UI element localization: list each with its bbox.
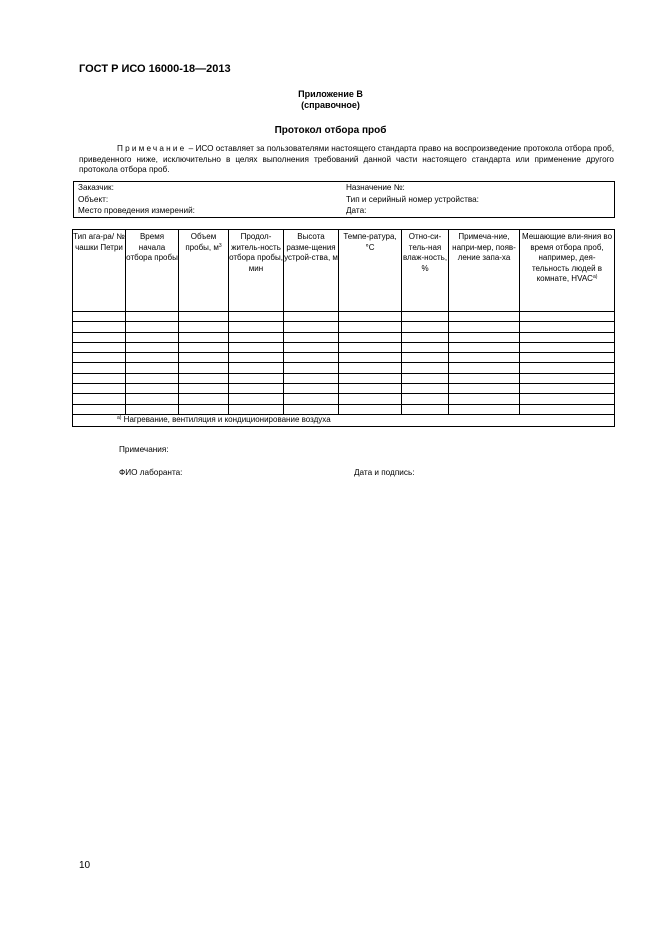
table-cell[interactable] — [520, 332, 615, 342]
table-cell[interactable] — [284, 353, 339, 363]
table-cell[interactable] — [179, 342, 229, 352]
col-height: Высота разме-щения устрой-ства, м — [284, 230, 339, 312]
table-cell[interactable] — [339, 322, 402, 332]
table-cell[interactable] — [229, 312, 284, 322]
table-row — [73, 404, 615, 414]
table-cell[interactable] — [339, 404, 402, 414]
table-cell[interactable] — [449, 384, 520, 394]
note-label: Примечание — [117, 144, 187, 153]
table-cell[interactable] — [449, 373, 520, 383]
table-cell[interactable] — [402, 394, 449, 404]
table-cell[interactable] — [73, 322, 126, 332]
table-cell[interactable] — [284, 404, 339, 414]
table-cell[interactable] — [449, 394, 520, 404]
table-cell[interactable] — [449, 363, 520, 373]
table-cell[interactable] — [284, 332, 339, 342]
table-cell[interactable] — [402, 384, 449, 394]
location-label: Место проведения измерений: — [78, 206, 195, 215]
table-row — [73, 373, 615, 383]
table-cell[interactable] — [339, 353, 402, 363]
table-cell[interactable] — [126, 394, 179, 404]
table-cell[interactable] — [126, 353, 179, 363]
table-cell[interactable] — [520, 312, 615, 322]
device-label: Тип и серийный номер устройства: — [346, 194, 479, 204]
table-cell[interactable] — [73, 384, 126, 394]
lab-name-label: ФИО лаборанта: — [119, 468, 183, 477]
table-cell[interactable] — [179, 384, 229, 394]
table-cell[interactable] — [73, 373, 126, 383]
table-cell[interactable] — [339, 342, 402, 352]
table-cell[interactable] — [339, 312, 402, 322]
table-cell[interactable] — [520, 342, 615, 352]
appendix-title: Приложение В — [298, 89, 363, 99]
table-cell[interactable] — [284, 363, 339, 373]
col-start-time: Время начала отбора пробы — [126, 230, 179, 312]
table-cell[interactable] — [339, 384, 402, 394]
table-cell[interactable] — [126, 363, 179, 373]
table-cell[interactable] — [179, 322, 229, 332]
table-cell[interactable] — [284, 312, 339, 322]
table-footnote-row — [73, 414, 615, 426]
col-volume: Объем пробы, $м^3$ — [179, 230, 229, 312]
table-cell[interactable] — [520, 363, 615, 373]
table-cell[interactable] — [402, 312, 449, 322]
table-cell[interactable] — [339, 332, 402, 342]
table-cell[interactable] — [520, 404, 615, 414]
table-cell[interactable] — [73, 404, 126, 414]
table-cell[interactable] — [229, 342, 284, 352]
table-cell[interactable] — [339, 363, 402, 373]
table-cell[interactable] — [402, 373, 449, 383]
table-footnote: $^{a)}$ Нагревание, вентиляция и кондиционирование воздуха — [73, 414, 615, 426]
table-cell[interactable] — [229, 332, 284, 342]
table-cell[interactable] — [284, 373, 339, 383]
table-cell[interactable] — [126, 332, 179, 342]
table-cell[interactable] — [126, 373, 179, 383]
col-interference: Мешающие вли-яния во время отбора проб, например, дея-тельность людей в комнате, HVAC$^{a)}$ — [520, 230, 615, 312]
table-cell[interactable] — [520, 373, 615, 383]
table-cell[interactable] — [73, 363, 126, 373]
table-cell[interactable] — [284, 384, 339, 394]
volume-superscript: 3 — [218, 242, 222, 249]
table-cell[interactable] — [179, 353, 229, 363]
table-row — [73, 322, 615, 332]
table-cell[interactable] — [179, 312, 229, 322]
table-cell[interactable] — [520, 353, 615, 363]
table-cell[interactable] — [179, 394, 229, 404]
table-cell[interactable] — [229, 353, 284, 363]
table-cell[interactable] — [73, 312, 126, 322]
table-cell[interactable] — [402, 353, 449, 363]
table-cell[interactable] — [229, 363, 284, 373]
table-cell[interactable] — [73, 353, 126, 363]
table-cell[interactable] — [520, 394, 615, 404]
table-cell[interactable] — [126, 404, 179, 414]
object-label: Объект: — [78, 194, 109, 204]
table-cell[interactable] — [520, 322, 615, 332]
table-row — [73, 342, 615, 352]
date-label: Дата: — [346, 206, 367, 215]
table-row — [73, 312, 615, 322]
customer-label: Заказчик: — [78, 183, 114, 192]
table-cell[interactable] — [126, 312, 179, 322]
table-cell[interactable] — [179, 332, 229, 342]
table-cell[interactable] — [73, 342, 126, 352]
table-cell[interactable] — [284, 322, 339, 332]
hvac-superscript: a) — [592, 274, 598, 281]
table-cell[interactable] — [402, 404, 449, 414]
table-cell[interactable] — [402, 363, 449, 373]
table-cell[interactable] — [449, 312, 520, 322]
table-cell[interactable] — [229, 322, 284, 332]
table-cell[interactable] — [520, 384, 615, 394]
col-duration: Продол-житель-ность отбора пробы, мин — [229, 230, 284, 312]
table-cell[interactable] — [449, 322, 520, 332]
table-cell[interactable] — [449, 353, 520, 363]
table-cell[interactable] — [339, 373, 402, 383]
table-cell[interactable] — [126, 322, 179, 332]
table-cell[interactable] — [402, 342, 449, 352]
table-row — [73, 353, 615, 363]
table-cell[interactable] — [449, 404, 520, 414]
table-row — [73, 394, 615, 404]
table-cell[interactable] — [284, 342, 339, 352]
col-remark: Примеча-ние, напри-мер, появ-ление запа-ха — [449, 230, 520, 312]
table-row — [73, 363, 615, 373]
table-header-row — [73, 230, 615, 312]
table-cell[interactable] — [229, 384, 284, 394]
appendix-heading — [0, 89, 661, 111]
table-cell[interactable] — [449, 332, 520, 342]
table-cell[interactable] — [73, 394, 126, 404]
col-temperature: Темпе-ратура, °С — [339, 230, 402, 312]
purpose-label: Назначение №: — [346, 183, 405, 192]
note-paragraph — [79, 144, 614, 176]
appendix-subtitle: (справочное) — [301, 100, 360, 110]
table-cell[interactable] — [179, 363, 229, 373]
table-cell[interactable] — [449, 342, 520, 352]
table-row — [73, 332, 615, 342]
table-cell[interactable] — [284, 394, 339, 404]
section-title: Протокол отбора проб — [274, 125, 387, 136]
table-row — [73, 384, 615, 394]
sampling-table — [72, 229, 615, 427]
table-cell[interactable] — [402, 322, 449, 332]
table-cell[interactable] — [229, 394, 284, 404]
document-header: ГОСТ Р ИСО 16000-18—2013 — [79, 63, 231, 75]
table-cell[interactable] — [229, 404, 284, 414]
col-agar-type: Тип ага-ра/ № чашки Петри — [73, 230, 126, 312]
table-cell[interactable] — [402, 332, 449, 342]
page-number: 10 — [79, 860, 91, 871]
date-sign-label: Дата и подпись: — [354, 468, 415, 477]
table-cell[interactable] — [73, 332, 126, 342]
table-cell[interactable] — [179, 373, 229, 383]
table-cell[interactable] — [339, 394, 402, 404]
table-cell[interactable] — [126, 384, 179, 394]
table-cell[interactable] — [229, 373, 284, 383]
table-cell[interactable] — [126, 342, 179, 352]
col-humidity: Отно-си-тель-ная влаж-ность, % — [402, 230, 449, 312]
info-box — [73, 181, 615, 218]
note-text: – ИСО оставляет за пользователями настоящего стандарта право на воспроизведение протокола отбора проб, приведенного ниже, исключительно в целях выполнения требований данной части настоящего стандарта или применение другого протокола отбора проб. — [79, 144, 614, 174]
table-cell[interactable] — [179, 404, 229, 414]
remarks-label: Примечания: — [119, 445, 169, 454]
